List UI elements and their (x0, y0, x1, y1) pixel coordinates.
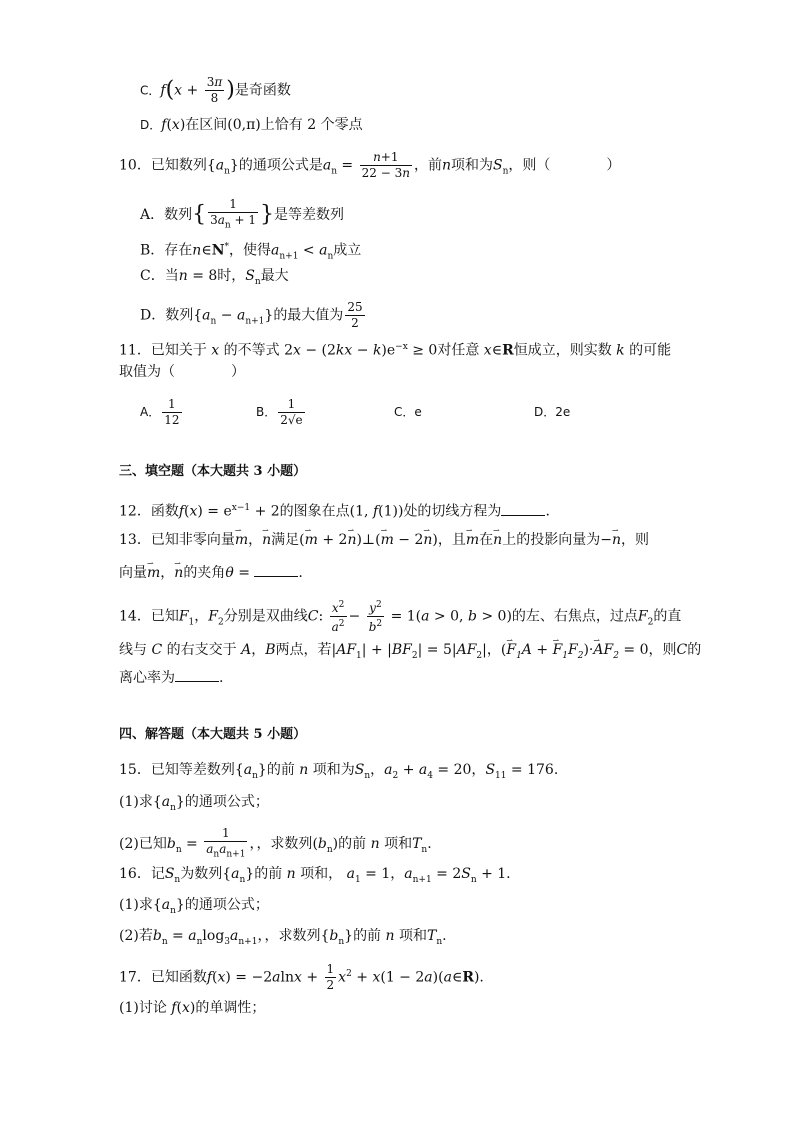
q9-option-c: C．f(x + $\frac{3\pi}{8}$ )是奇函数 (140, 75, 291, 105)
q10-option-c: C．当n = 8时，$S_n$最大 (140, 268, 289, 287)
q15-part2: (2)已知$b_n$ = $\frac{1}{a_na_{n+1}}$ ，，求数列$(b_n)$的前 n 项和$T_n$. (119, 826, 432, 860)
q17-part1: (1)讨论 f(x)的单调性； (119, 1000, 266, 1016)
q14-line2: 线与 C 的右支交于 A，B两点，若$|AF_1| + |BF_2| = 5|AF_2|$，(⇀ $F_1A$ + ⇀ $F_1F_2)\cdot⇀$ $AF_2 = 0$，则C的 (119, 640, 701, 666)
q10-option-a: A．数列{ $\frac{1}{3a_n + 1}$ }是等差数列 (140, 197, 345, 231)
q9-optc-tail: 是奇函数 (234, 82, 291, 99)
q15-part1: (1)求$\{a_n\}$的通项公式； (119, 794, 269, 813)
q14-line3: 离心率为 . (119, 670, 224, 686)
q11-stem-line2: 取值为（ ） (119, 364, 245, 380)
q16-part2: (2)若$b_n = a_n\log_3a_{n+1}$，，求数列$\{b_n\}$的前 n 项和$T_n$. (119, 928, 447, 947)
section-3-heading: 三、填空题（本大题共 3 小题） (119, 464, 307, 479)
q9-optd-text: 在区间(0,π)上恰有 2 个零点 (185, 117, 363, 133)
q10-stem: 10．已知数列$\{a_n\}$的通项公式是$a_n$ = $\frac{n+1}{22 - 3n}$ ，前n项和为$S_n$，则（ ） (119, 150, 621, 180)
q11-options: A． $\frac{1}{12}$ B． $\frac{1}{2√e}$ C．e D．2e (140, 397, 571, 427)
q17: 17．已知函数f(x) = −2alnx + $\frac{1}{2}$ $x^2 + x(1$ − 2a)(a∈R). (119, 962, 484, 992)
q16: 16．记$S_n$为数列$\{a_n\}$的前 n 项和， $a_1 = 1$，$a_{n+1} = 2S_n + 1$. (119, 866, 511, 885)
q10-option-d: D．数列$\{a_n - a_{n+1}\}$的最大值为 $\frac{25}{2}$ (140, 300, 363, 330)
q13-line2: 向量⇀ m，⇀ n的夹角θ = . (119, 563, 303, 583)
q16-part1: (1)求$\{a_n\}$的通项公式； (119, 897, 269, 916)
section-4-heading: 四、解答题（本大题共 5 小题） (119, 727, 307, 742)
q9-option-d: D．f(x)在区间(0,π)上恰有 2 个零点 (140, 117, 363, 133)
q12: 12．函数$f(x) = e^{x-1} + 2$的图象在点(1, f(1))处的切线方程为 . (119, 503, 550, 520)
q14: 14．已知$F_1$，$F_2$分别是双曲线C: $\frac{x^2}{a^2}$ − $\frac{y^2}{b^2}$ = 1(a > 0, b > 0)的左、右焦点，过点$F_2$的直 (119, 600, 682, 634)
q11-stem: 11．已知关于 x 的不等式 $2x - (2kx - k)e^{-x} \ge 0$对任意 x∈R恒成立，则实数 k 的可能 (119, 342, 672, 359)
q10-option-b: B．存在n∈N*，使得$a_{n+1} < a_n$成立 (140, 242, 362, 262)
q13: 13．已知非零向量⇀ m，⇀ n满足(⇀ m + 2⇀ n)⊥(⇀ m − 2⇀ n)，且⇀ m在⇀ n上的投影向量为−⇀ n，则 (119, 530, 649, 550)
q15: 15．已知等差数列$\{a_n\}$的前 n 项和为$S_n$，$a_2 + a_4 = 20$，$S_{11} = 176$. (119, 762, 559, 781)
